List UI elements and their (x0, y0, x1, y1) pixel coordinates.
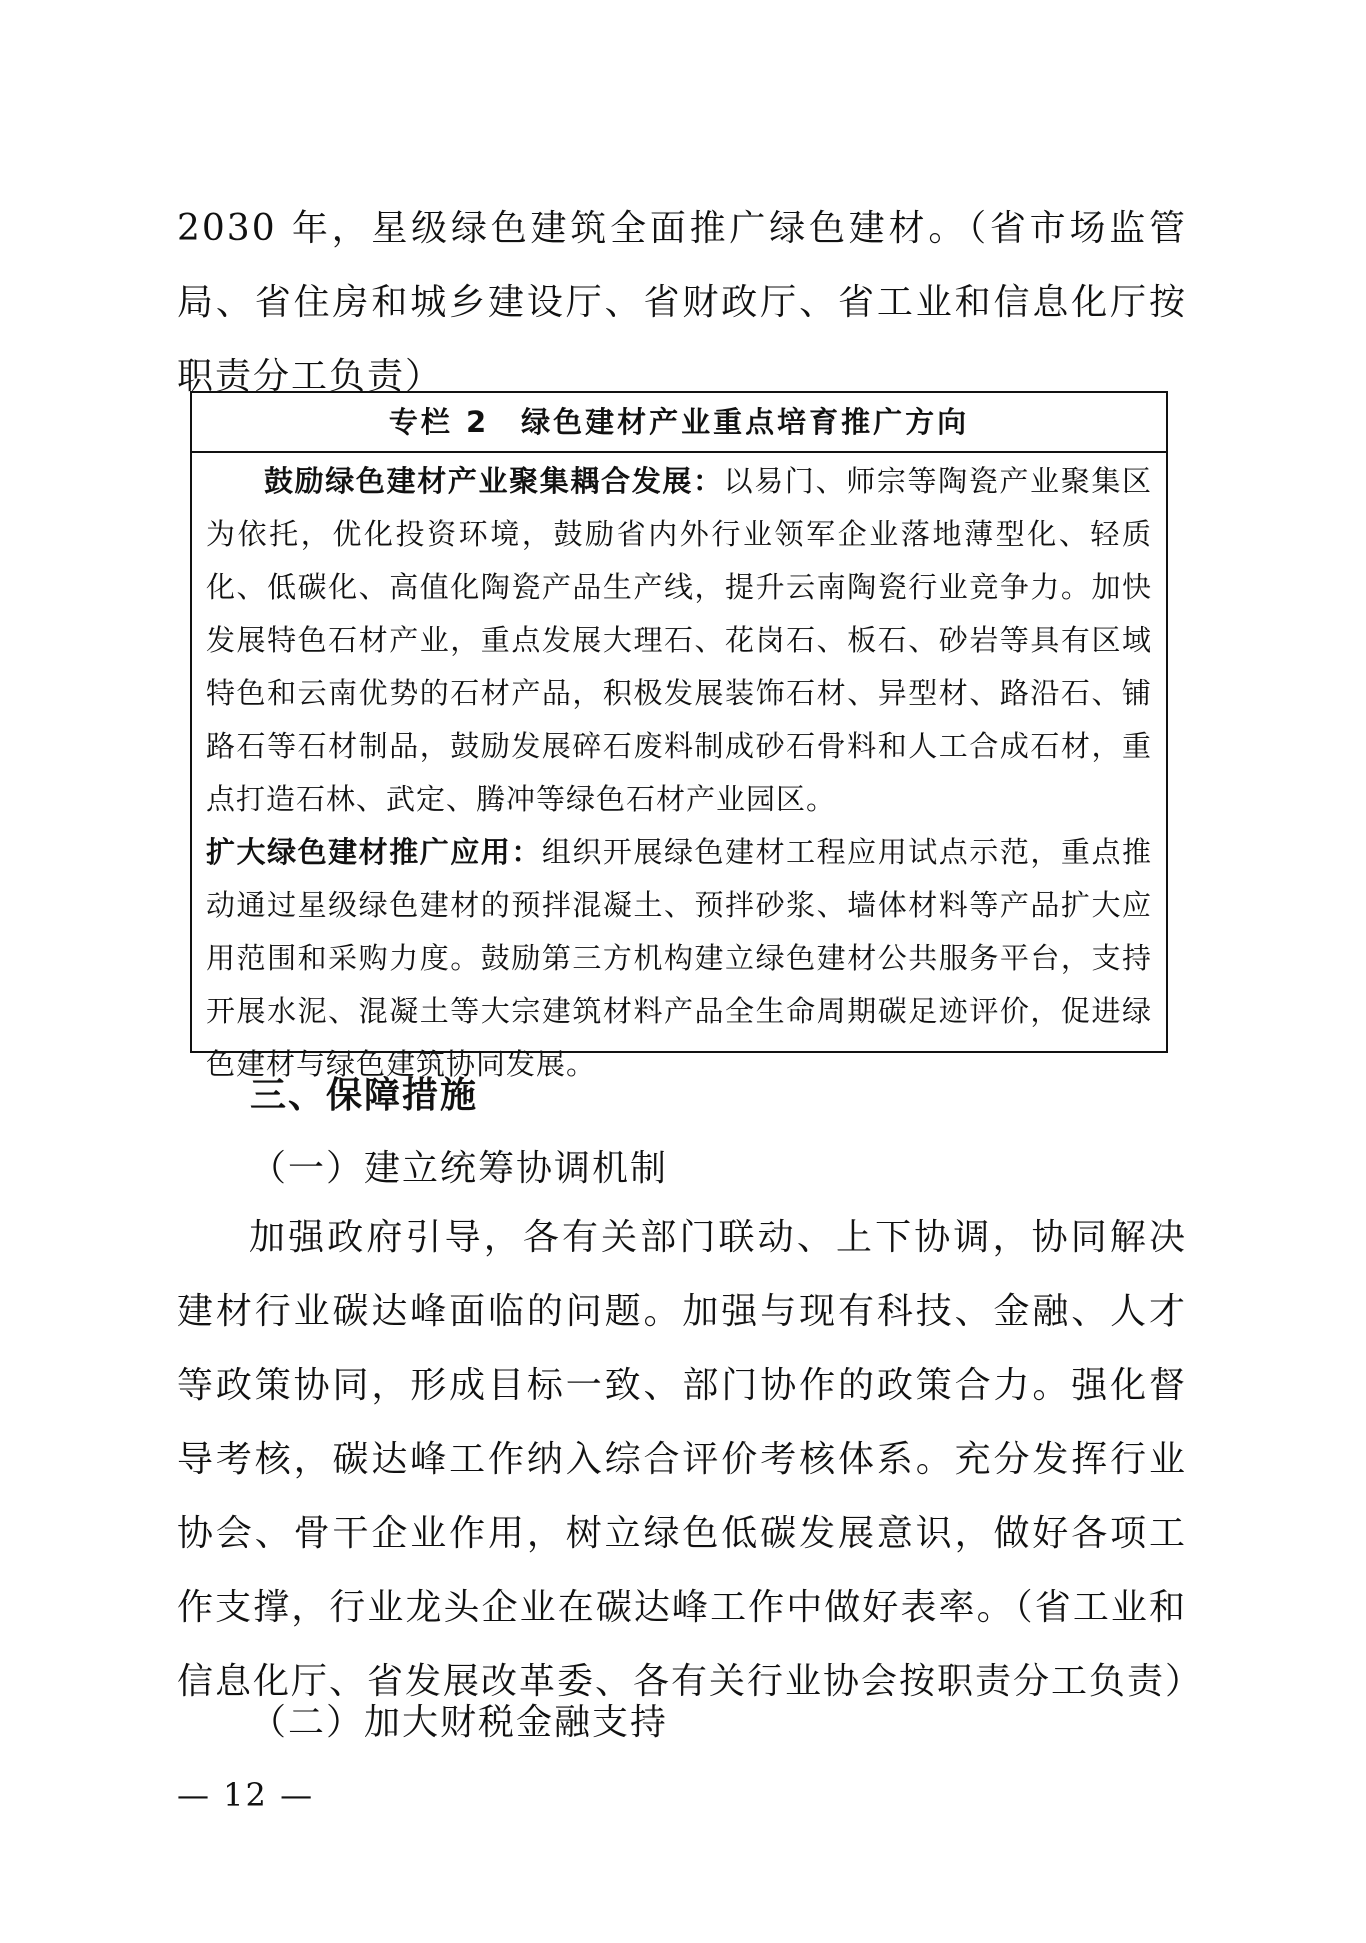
feature-box-paragraph-2-body: 组织开展绿色建材工程应用试点示范，重点推动通过星级绿色建材的预拌混凝土、预拌砂浆、墙体材料等产品扩大应用范围和采购力度。鼓励第三方机构建立绿色建材公共服务平台，支持开展水泥、混凝土等大宗建筑材料产品全生命周期碳足迹评价，促进绿色建材与绿色建筑协同发展。 (206, 835, 1152, 1081)
feature-box (190, 391, 1168, 1081)
feature-box-paragraph-1-body: 以易门、师宗等陶瓷产业聚集区为依托，优化投资环境，鼓励省内外行业领军企业落地薄型化、轻质化、低碳化、高值化陶瓷产品生产线，提升云南陶瓷行业竞争力。加快发展特色石材产业，重点发展大理石、花岗石、板石、砂岩等具有区域特色和云南优势的石材产品，积极发展装饰石材、异型材、路沿石、铺路石等石材制品，鼓励发展碎石废料制成砂石骨料和人工合成石材，重点打造石林、武定、腾冲等绿色石材产业园区。 (206, 464, 1152, 816)
feature-box-paragraph-1-lead: 鼓励绿色建材产业聚集耦合发展： (264, 464, 724, 498)
feature-box-paragraph-2 (206, 826, 1152, 1091)
section-heading: 三、保障措施 (250, 1075, 479, 1116)
feature-box-paragraph-2-lead: 扩大绿色建材推广应用： (206, 835, 542, 869)
body-paragraph: 加强政府引导，各有关部门联动、上下协调，协同解决建材行业碳达峰面临的问题。加强与现有科技、金融、人才等政策协同，形成目标一致、部门协作的政策合力。强化督导考核，碳达峰工作纳入综合评价考核体系。充分发挥行业协会、骨干企业作用，树立绿色低碳发展意识，做好各项工作支撑，行业龙头企业在碳达峰工作中做好表率。（省工业和信息化厅、省发展改革委、各有关行业协会按职责分工负责） (177, 1217, 1204, 1702)
sub-heading-1: （一）建立统筹协调机制 (250, 1148, 669, 1189)
feature-box-title: 专栏 2 绿色建材产业重点培育推广方向 (192, 393, 1166, 453)
intro-paragraph: 2030 年，星级绿色建筑全面推广绿色建材。（省市场监管局、省住房和城乡建设厅、省财政厅、省工业和信息化厅按职责分工负责） (177, 208, 1187, 397)
sub-heading-2: （二）加大财税金融支持 (250, 1702, 669, 1743)
feature-box-body (192, 453, 1166, 1091)
page-number: — 12 — (177, 1776, 315, 1814)
feature-box-paragraph-1 (206, 455, 1152, 826)
